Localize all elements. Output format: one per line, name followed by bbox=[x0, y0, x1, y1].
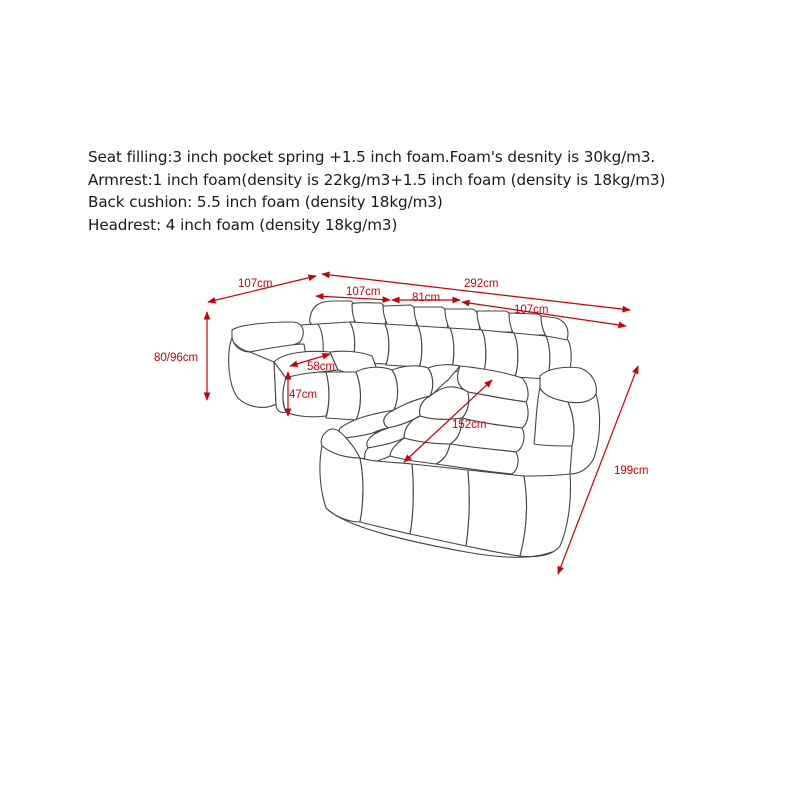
label-right-section: 107cm bbox=[514, 304, 549, 316]
label-arm-depth: 107cm bbox=[238, 278, 273, 290]
label-chaise-length: 152cm bbox=[452, 419, 487, 431]
label-seat-depth: 58cm bbox=[307, 361, 336, 373]
spec-armrest: Armrest:1 inch foam(density is 22kg/m3+1.5 inch foam (density is 18kg/m3) bbox=[88, 170, 666, 189]
label-seat-height: 47cm bbox=[289, 389, 318, 401]
spec-back-cushion: Back cushion: 5.5 inch foam (density 18kg/m3) bbox=[88, 193, 443, 211]
spec-seat-filling: Seat filling:3 inch pocket spring +1.5 inch foam.Foam's desnity is 30kg/m3. bbox=[88, 148, 656, 166]
label-middle-section: 81cm bbox=[412, 292, 441, 304]
label-total-width: 292cm bbox=[464, 278, 499, 290]
label-height: 80/96cm bbox=[154, 352, 199, 364]
right-armrest bbox=[534, 367, 600, 474]
label-left-section: 107cm bbox=[346, 286, 381, 298]
spec-headrest: Headrest: 4 inch foam (density 18kg/m3) bbox=[88, 215, 398, 234]
sofa-outline bbox=[229, 301, 600, 557]
label-total-depth: 199cm bbox=[614, 465, 649, 477]
